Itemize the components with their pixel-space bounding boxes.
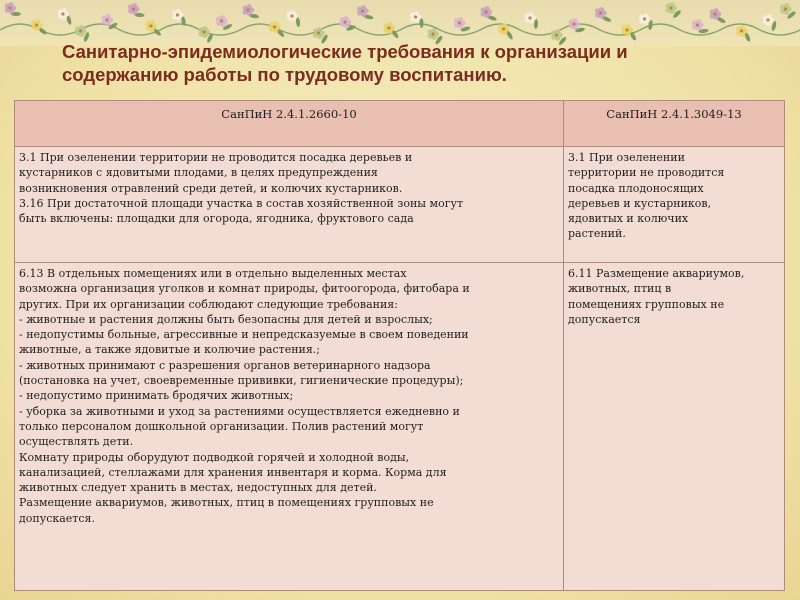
- table-row: [15, 147, 785, 263]
- cell-line: возникновения отравлений среди детей, и колючих кустарников.: [19, 181, 403, 195]
- cell-line: территории не проводится: [568, 166, 725, 180]
- comparison-table-wrapper: [14, 100, 784, 588]
- title-line-2: содержанию работы по трудовому воспитанию.: [62, 64, 507, 85]
- cell-line: - животных принимают с разрешения органов ветеринарного надзора: [19, 358, 431, 372]
- cell-line: Размещение аквариумов, животных, птиц в помещениях групповых не: [19, 496, 434, 510]
- column-header: СанПиН 2.4.1.2660-10: [15, 101, 564, 147]
- cell-line: 6.13 В отдельных помещениях или в отдельно выделенных местах: [19, 267, 407, 280]
- cell-line: 6.11 Размещение аквариумов,: [568, 267, 745, 280]
- cell-line: растений.: [568, 227, 626, 241]
- cell-line: Комнату природы оборудуют подводкой горячей и холодной воды,: [19, 450, 410, 464]
- title-line-1: Санитарно-эпидемиологические требования к организации и: [62, 41, 628, 62]
- table-cell-right: [564, 147, 785, 263]
- table-header-row: [15, 101, 785, 147]
- cell-line: 3.1 При озеленении: [568, 151, 685, 164]
- cell-line: животных, птиц в: [568, 282, 672, 296]
- slide-title: [62, 40, 762, 86]
- cell-line: канализацией, стеллажами для хранения инвентаря и корма. Корма для: [19, 465, 447, 479]
- cell-line: посадка плодоносящих: [568, 181, 704, 195]
- cell-line: животные, а также ядовитые и колючие растения.;: [19, 343, 321, 357]
- table-cell-right: [564, 263, 785, 591]
- comparison-table: [14, 100, 785, 591]
- cell-line: - недопустимы больные, агрессивные и непредсказуемые в своем поведении: [19, 328, 469, 342]
- cell-line: 3.1 При озеленении территории не проводится посадка деревьев и: [19, 151, 413, 164]
- cell-line: - недопустимо принимать бродячих животных;: [19, 389, 294, 403]
- cell-line: деревьев и кустарников,: [568, 196, 712, 210]
- table-cell-left: [15, 147, 564, 263]
- cell-line: других. При их организации соблюдают следующие требования:: [19, 297, 398, 311]
- cell-line: быть включены: площадки для огорода, ягодника, фруктового сада: [19, 212, 414, 226]
- cell-line: допускается: [568, 312, 641, 326]
- cell-line: (постановка на учет, своевременные прививки, гигиенические процедуры);: [19, 374, 464, 388]
- cell-line: только персоналом дошкольной организации. Полив растений могут: [19, 419, 424, 433]
- table-cell-left: [15, 263, 564, 591]
- cell-line: возможна организация уголков и комнат природы, фитоогорода, фитобара и: [19, 282, 470, 296]
- column-header: СанПиН 2.4.1.3049-13: [564, 101, 785, 147]
- cell-line: животных следует хранить в местах, недоступных для детей.: [19, 481, 377, 495]
- cell-line: - уборка за животными и уход за растениями осуществляется ежедневно и: [19, 404, 460, 418]
- cell-line: допускается.: [19, 511, 95, 525]
- cell-line: - животные и растения должны быть безопасны для детей и взрослых;: [19, 312, 433, 326]
- cell-line: помещениях групповых не: [568, 297, 725, 311]
- cell-line: 3.16 При достаточной площади участка в состав хозяйственной зоны могут: [19, 196, 464, 210]
- table-row: [15, 263, 785, 591]
- cell-line: кустарников с ядовитыми плодами, в целях предупреждения: [19, 166, 378, 180]
- cell-line: ядовитых и колючих: [568, 212, 689, 226]
- cell-line: осуществлять дети.: [19, 435, 134, 449]
